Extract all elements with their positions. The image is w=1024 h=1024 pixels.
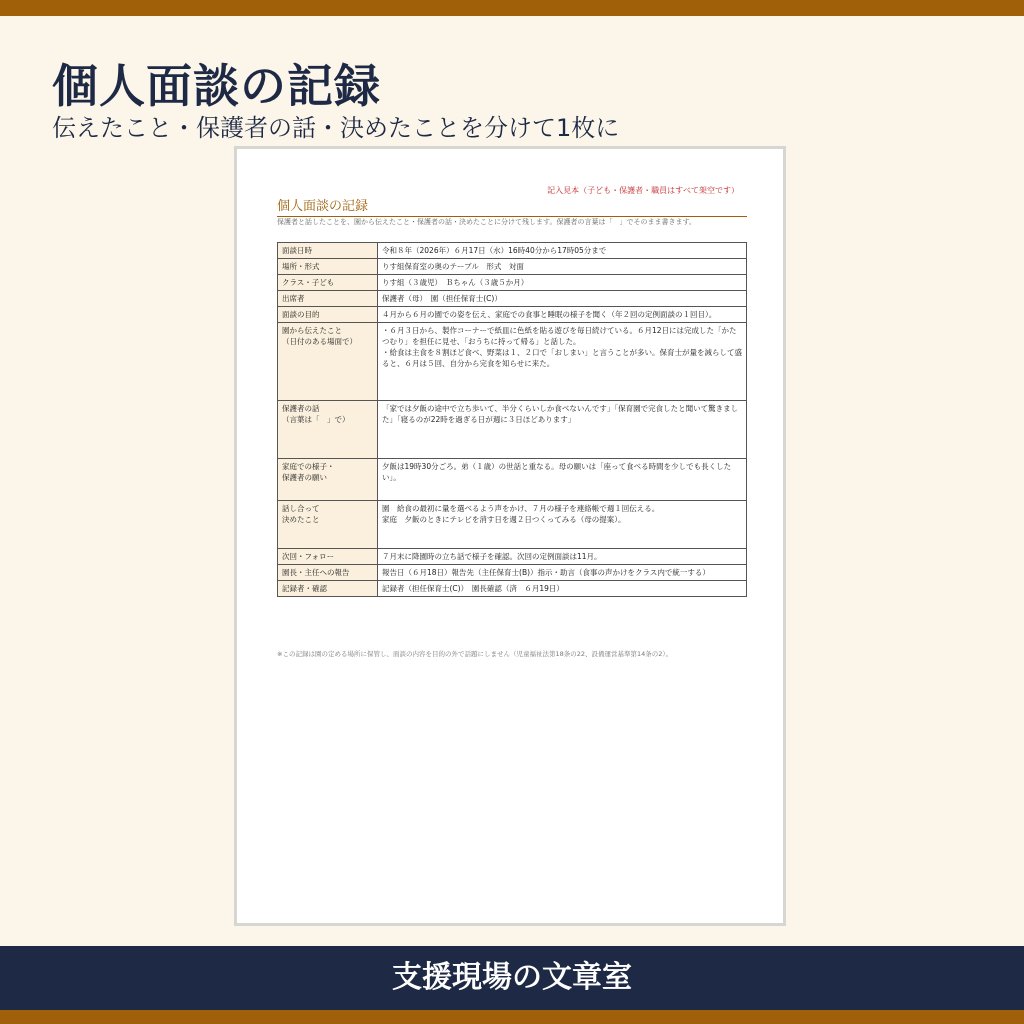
row-label: 記録者・確認 xyxy=(278,581,378,597)
row-label: 園長・主任への報告 xyxy=(278,565,378,581)
table-row xyxy=(278,581,747,597)
table-row xyxy=(278,275,747,291)
row-value: ４月から６月の園での姿を伝え、家庭での食事と睡眠の様子を聞く（年２回の定例面談の１回目）。 xyxy=(378,307,747,323)
table-row xyxy=(278,549,747,565)
row-label: 話し合って 決めたこと xyxy=(278,501,378,549)
row-label: 保護者の話 （言葉は「 」で） xyxy=(278,401,378,459)
row-value: 夕飯は19時30分ごろ。弟（１歳）の世話と重なる。母の願いは「座って食べる時間を少しでも長くしたい」。 xyxy=(378,459,747,501)
table-row xyxy=(278,323,747,401)
row-label: 出席者 xyxy=(278,291,378,307)
row-label: 面談日時 xyxy=(278,243,378,259)
row-value: 記録者（担任保育士(C)） 園長確認（済 ６月19日） xyxy=(378,581,747,597)
row-label: 園から伝えたこと （日付のある場面で） xyxy=(278,323,378,401)
table-row xyxy=(278,501,747,549)
row-value: 「家では夕飯の途中で立ち歩いて、半分くらいしか食べないんです」「保育園で完食したと聞いて驚きました」「寝るのが22時を過ぎる日が週に３日ほどあります」 xyxy=(378,401,747,459)
sample-note: 記入見本（子ども・保護者・職員はすべて架空です） xyxy=(547,186,739,195)
table-row xyxy=(278,459,747,501)
record-table xyxy=(277,242,747,597)
bottom-accent-bar xyxy=(0,1010,1024,1024)
page-subtitle: 伝えたこと・保護者の話・決めたことを分けて1枚に xyxy=(52,114,620,142)
row-value: 令和８年（2026年）６月17日（水）16時40分から17時05分まで xyxy=(378,243,747,259)
row-value: ・６月３日から、製作コーナーで紙皿に色紙を貼る遊びを毎日続けている。６月12日には完成した「かたつむり」を担任に見せ、「おうちに持って帰る」と話した。 ・給食は主食を８割ほど食べ、野菜は１、２口で「おしまい」と言うことが多い。保育士が量を減らして盛ると、６月は５回、自分から完食を知らせに来た。 xyxy=(378,323,747,401)
row-value: ７月末に降園時の立ち話で様子を確認。次回の定例面談は11月。 xyxy=(378,549,747,565)
table-row xyxy=(278,259,747,275)
row-value: りす組（３歳児） Ｂちゃん（３歳５か月） xyxy=(378,275,747,291)
row-value: りす組保育室の奥のテーブル 形式 対面 xyxy=(378,259,747,275)
table-row xyxy=(278,565,747,581)
row-value: 報告日（６月18日）報告先（主任保育士(B)）指示・助言（食事の声かけをクラス内で統一する） xyxy=(378,565,747,581)
row-label: 場所・形式 xyxy=(278,259,378,275)
row-label: クラス・子ども xyxy=(278,275,378,291)
row-label: 家庭での様子・ 保護者の願い xyxy=(278,459,378,501)
top-accent-bar xyxy=(0,0,1024,16)
row-label: 面談の目的 xyxy=(278,307,378,323)
document-intro: 保護者と話したことを、園から伝えたこと・保護者の話・決めたことに分けて残します。保護者の言葉は「 」でそのまま書きます。 xyxy=(277,218,696,226)
table-row xyxy=(278,243,747,259)
page-title: 個人面談の記録 xyxy=(52,59,381,113)
document-title: 個人面談の記録 xyxy=(277,195,747,217)
table-row xyxy=(278,291,747,307)
footer-brand: 支援現場の文章室 xyxy=(0,946,1024,1010)
row-label: 次回・フォロー xyxy=(278,549,378,565)
row-value: 保護者（母） 園（担任保育士(C)） xyxy=(378,291,747,307)
table-row xyxy=(278,401,747,459)
table-row xyxy=(278,307,747,323)
row-value: 園 給食の最初に量を選べるよう声をかけ、７月の様子を連絡帳で週１回伝える。 家庭 夕飯のときにテレビを消す日を週２日つくってみる（母の提案）。 xyxy=(378,501,747,549)
document-footnote: ※この記録は園の定める場所に保管し、面談の内容を目的の外で話題にしません（児童福祉法第18条の22、設備運営基準第14条の2）。 xyxy=(277,650,673,658)
document-preview xyxy=(234,146,786,926)
